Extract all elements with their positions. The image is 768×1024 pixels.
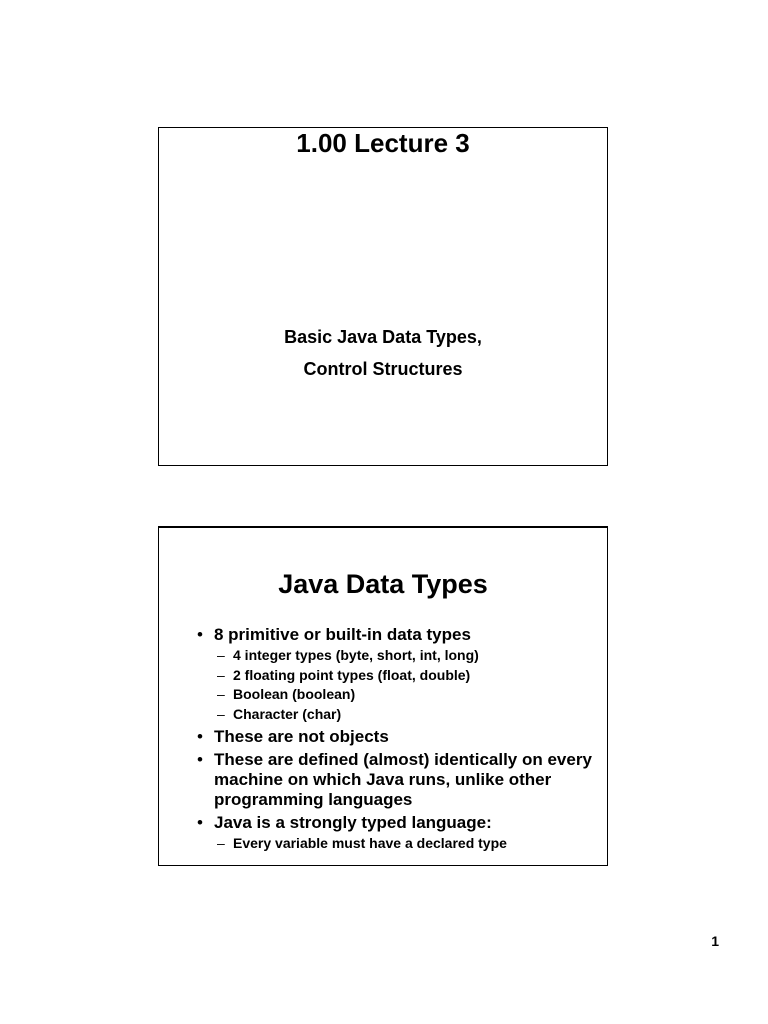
bullet-item xyxy=(197,813,597,854)
sub-bullet-list xyxy=(214,834,597,854)
sub-bullet-item xyxy=(214,666,597,686)
bullet-list xyxy=(197,625,597,857)
sub-bullet-text: 4 integer types (byte, short, int, long) xyxy=(233,647,479,663)
dash-marker: – xyxy=(217,647,225,663)
subtitle-line-1: Basic Java Data Types, xyxy=(284,327,482,347)
sub-bullet-text: Character (char) xyxy=(233,705,342,722)
slide-subtitle xyxy=(159,321,607,385)
sub-bullet-list xyxy=(214,646,597,724)
sub-bullet-text: Every variable must have a declared type xyxy=(233,835,507,851)
subtitle-line-2: Control Structures xyxy=(303,359,463,379)
bullet-marker: • xyxy=(197,813,203,832)
slide-title: 1.00 Lecture 3 xyxy=(296,128,470,158)
page-number: 1 xyxy=(711,933,719,949)
dash-marker: – xyxy=(217,666,225,683)
sub-bullet-text: Boolean (boolean) xyxy=(233,686,356,702)
bullet-item xyxy=(197,750,597,810)
bullet-item xyxy=(197,625,597,724)
bullet-text: 8 primitive or built-in data types xyxy=(214,625,471,644)
sub-bullet-item xyxy=(214,685,597,705)
bullet-text: These are not objects xyxy=(214,727,389,746)
slide-2 xyxy=(158,526,608,866)
slide-1 xyxy=(158,127,608,466)
sub-bullet-text: 2 floating point types (float, double) xyxy=(233,666,471,683)
bullet-item xyxy=(197,727,597,747)
dash-marker: – xyxy=(217,705,225,722)
dash-marker: – xyxy=(217,686,225,702)
sub-bullet-item xyxy=(214,646,597,666)
bullet-marker: • xyxy=(197,750,203,769)
sub-bullet-item xyxy=(214,834,597,854)
slide-title: Java Data Types xyxy=(278,569,488,599)
sub-bullet-item xyxy=(214,705,597,725)
bullet-marker: • xyxy=(197,625,203,644)
bullet-marker: • xyxy=(197,727,203,746)
bullet-text: Java is a strongly typed language: xyxy=(214,813,492,832)
dash-marker: – xyxy=(217,835,225,851)
bullet-text: These are defined (almost) identically on every machine on which Java runs, unlike other programming languages xyxy=(214,750,592,809)
